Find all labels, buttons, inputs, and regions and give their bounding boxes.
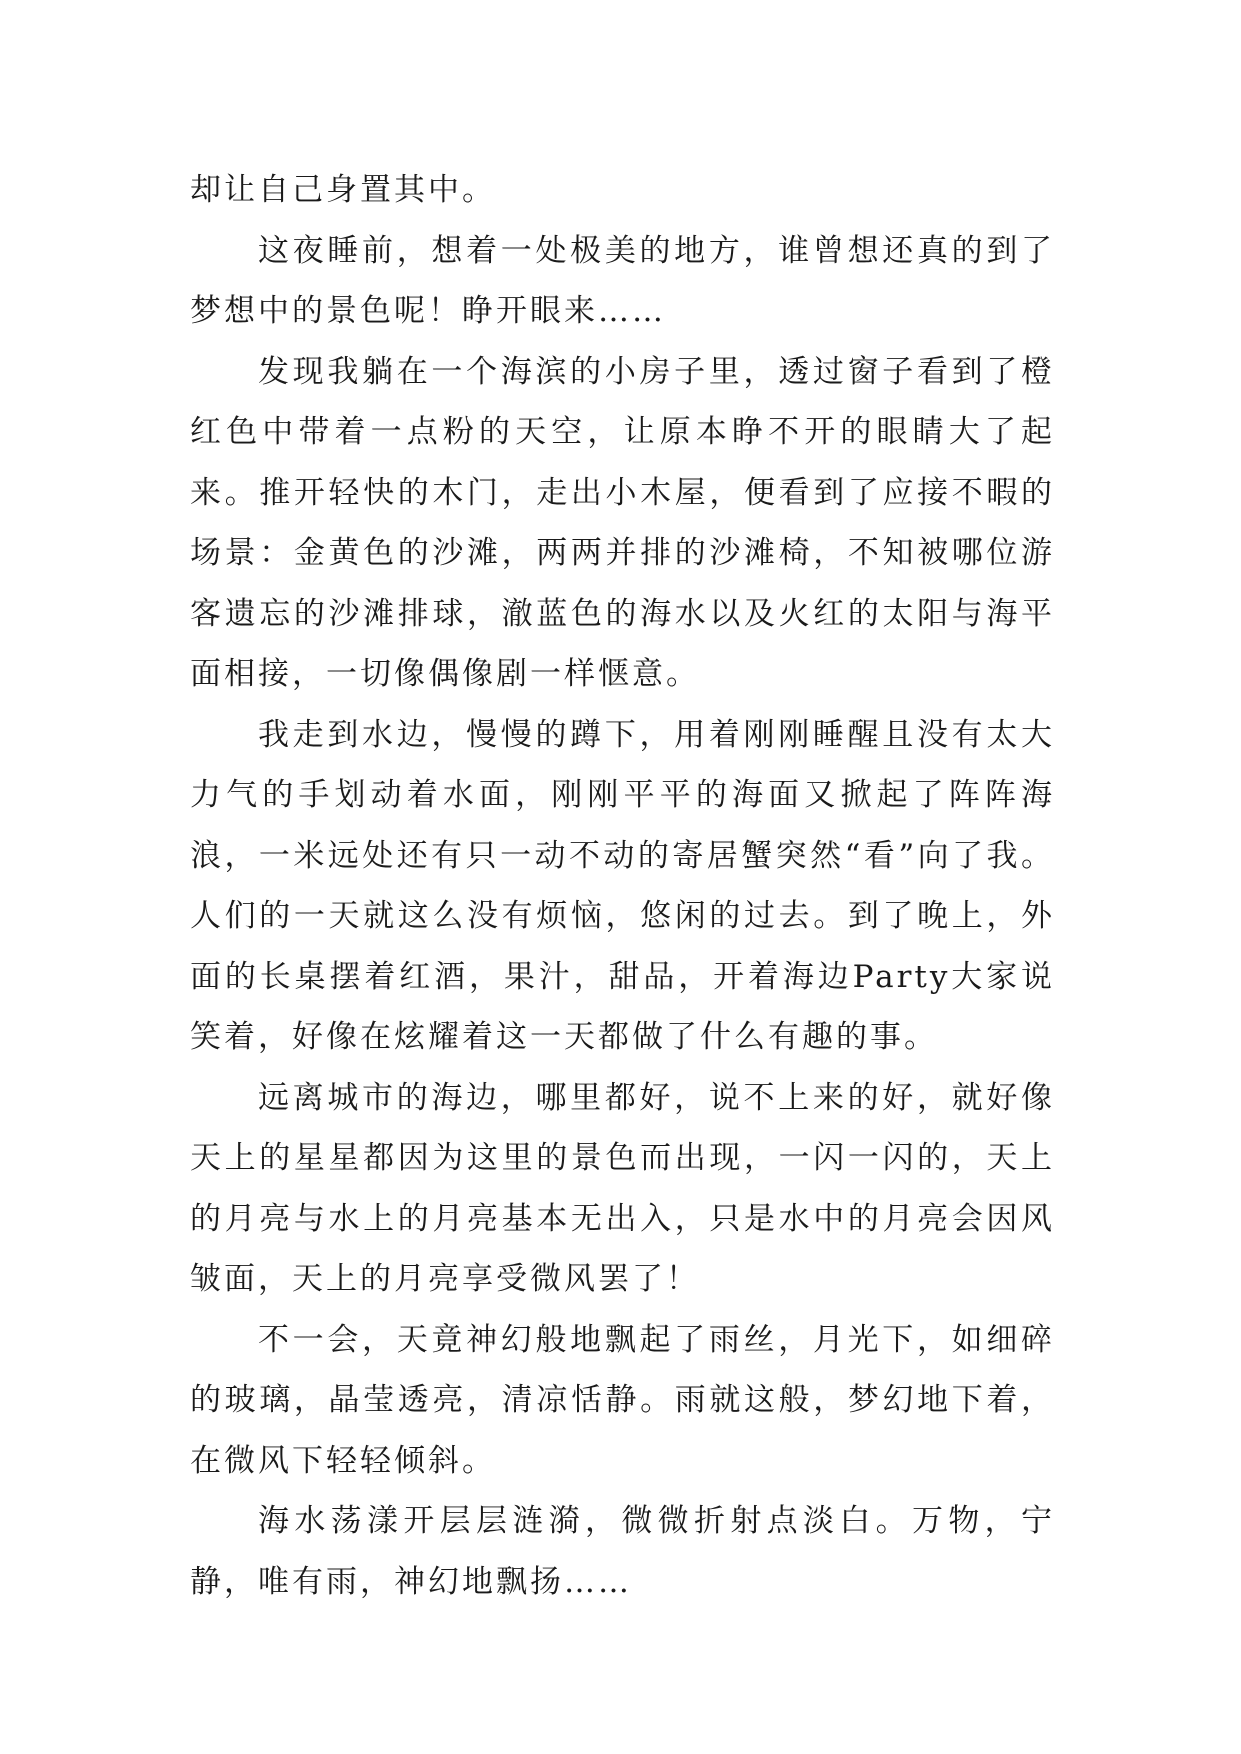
paragraph: 不一会，天竟神幻般地飘起了雨丝，月光下，如细碎的玻璃，晶莹透亮，清凉恬静。雨就这般，梦幻地下着，在微风下轻轻倾斜。 xyxy=(190,1321,1055,1479)
paragraph: 我走到水边，慢慢的蹲下，用着刚刚睡醒且没有太大力气的手划动着水面，刚刚平平的海面又掀起了阵阵海浪，一米远处还有只一动不动的寄居蟹突然“看”向了我。人们的一天就这么没有烦恼，悠闲的过去。到了晚上，外面的长桌摆着红酒，果汁，甜品，开着海边Party大家说笑着，好像在炫耀着这一天都做了什么有趣的事。 xyxy=(190,716,1055,1055)
paragraph: 远离城市的海边，哪里都好，说不上来的好，就好像天上的星星都因为这里的景色而出现，一闪一闪的，天上的月亮与水上的月亮基本无出入，只是水中的月亮会因风皱面，天上的月亮享受微风罢了！ xyxy=(190,1079,1055,1297)
paragraph: 海水荡漾开层层涟漪，微微折射点淡白。万物，宁静，唯有雨，神幻地飘扬…… xyxy=(190,1503,1055,1600)
paragraph: 却让自己身置其中。 xyxy=(190,172,496,208)
essay-body xyxy=(190,160,1055,1612)
paragraph: 这夜睡前，想着一处极美的地方，谁曾想还真的到了梦想中的景色呢！睁开眼来…… xyxy=(190,232,1055,329)
paragraph: 发现我躺在一个海滨的小房子里，透过窗子看到了橙红色中带着一点粉的天空，让原本睁不开的眼睛大了起来。推开轻快的木门，走出小木屋，便看到了应接不暇的场景：金黄色的沙滩，两两并排的沙滩椅，不知被哪位游客遗忘的沙滩排球，澈蓝色的海水以及火红的太阳与海平面相接，一切像偶像剧一样惬意。 xyxy=(190,353,1055,692)
